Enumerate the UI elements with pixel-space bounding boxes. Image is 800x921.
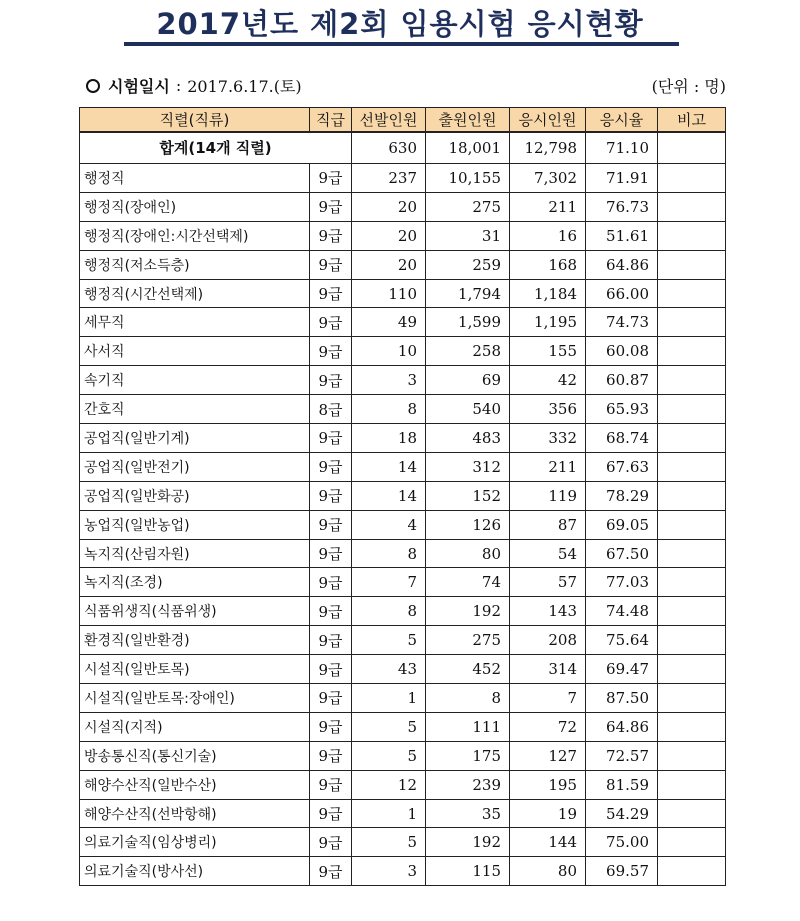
- applied-cell: 1,599: [426, 308, 510, 337]
- table-row: [80, 712, 726, 741]
- rate-cell: 71.91: [586, 164, 658, 193]
- note-cell: [658, 655, 726, 684]
- table-row: [80, 741, 726, 770]
- rate-cell: 78.29: [586, 481, 658, 510]
- position-cell: 녹지직(조경): [80, 568, 310, 597]
- attended-cell: 332: [510, 424, 586, 453]
- position-cell: 공업직(일반전기): [80, 452, 310, 481]
- position-cell: 공업직(일반기계): [80, 424, 310, 453]
- note-cell: [658, 626, 726, 655]
- rate-cell: 68.74: [586, 424, 658, 453]
- grade-cell: 9급: [310, 684, 352, 713]
- grade-cell: 9급: [310, 799, 352, 828]
- applied-cell: 483: [426, 424, 510, 453]
- rate-cell: 74.73: [586, 308, 658, 337]
- table-row: [80, 366, 726, 395]
- rate-cell: 66.00: [586, 279, 658, 308]
- note-cell: [658, 279, 726, 308]
- grade-cell: 9급: [310, 857, 352, 886]
- grade-cell: 9급: [310, 539, 352, 568]
- table-row: [80, 510, 726, 539]
- grade-cell: 9급: [310, 770, 352, 799]
- position-cell: 해양수산직(일반수산): [80, 770, 310, 799]
- selected-cell: 3: [352, 857, 426, 886]
- grade-cell: 9급: [310, 712, 352, 741]
- rate-cell: 65.93: [586, 395, 658, 424]
- attended-cell: 119: [510, 481, 586, 510]
- rate-cell: 69.05: [586, 510, 658, 539]
- position-cell: 행정직: [80, 164, 310, 193]
- applied-cell: 111: [426, 712, 510, 741]
- total-row: [80, 132, 726, 164]
- note-cell: [658, 510, 726, 539]
- application-status-table: [79, 107, 726, 886]
- position-cell: 식품위생직(식품위생): [80, 597, 310, 626]
- selected-cell: 1: [352, 684, 426, 713]
- rate-cell: 67.50: [586, 539, 658, 568]
- selected-cell: 5: [352, 741, 426, 770]
- applied-cell: 312: [426, 452, 510, 481]
- grade-cell: 9급: [310, 568, 352, 597]
- grade-cell: 9급: [310, 337, 352, 366]
- table-row: [80, 684, 726, 713]
- table-row: [80, 192, 726, 221]
- position-cell: 방송통신직(통신기술): [80, 741, 310, 770]
- grade-cell: 9급: [310, 221, 352, 250]
- rate-cell: 81.59: [586, 770, 658, 799]
- selected-cell: 14: [352, 452, 426, 481]
- selected-cell: 3: [352, 366, 426, 395]
- applied-cell: 275: [426, 192, 510, 221]
- note-cell: [658, 192, 726, 221]
- applied-cell: 540: [426, 395, 510, 424]
- rate-cell: 64.86: [586, 250, 658, 279]
- applied-cell: 259: [426, 250, 510, 279]
- applied-cell: 115: [426, 857, 510, 886]
- table-row: [80, 857, 726, 886]
- grade-cell: 9급: [310, 164, 352, 193]
- table-row: [80, 799, 726, 828]
- grade-cell: 9급: [310, 597, 352, 626]
- table-row: [80, 452, 726, 481]
- position-cell: 행정직(시간선택제): [80, 279, 310, 308]
- position-cell: 농업직(일반농업): [80, 510, 310, 539]
- total-attended: 12,798: [510, 132, 586, 164]
- applied-cell: 35: [426, 799, 510, 828]
- selected-cell: 20: [352, 250, 426, 279]
- selected-cell: 1: [352, 799, 426, 828]
- note-cell: [658, 684, 726, 713]
- grade-cell: 9급: [310, 655, 352, 684]
- header-note: 비고: [658, 108, 726, 132]
- selected-cell: 8: [352, 597, 426, 626]
- rate-cell: 60.87: [586, 366, 658, 395]
- position-cell: 세무직: [80, 308, 310, 337]
- total-label: 합계(14개 직렬): [80, 132, 352, 164]
- attended-cell: 211: [510, 192, 586, 221]
- note-cell: [658, 308, 726, 337]
- position-cell: 간호직: [80, 395, 310, 424]
- attended-cell: 87: [510, 510, 586, 539]
- attended-cell: 16: [510, 221, 586, 250]
- rate-cell: 75.64: [586, 626, 658, 655]
- applied-cell: 74: [426, 568, 510, 597]
- table-row: [80, 424, 726, 453]
- applied-cell: 126: [426, 510, 510, 539]
- applied-cell: 239: [426, 770, 510, 799]
- note-cell: [658, 250, 726, 279]
- attended-cell: 356: [510, 395, 586, 424]
- exam-info-line: [86, 74, 726, 97]
- selected-cell: 8: [352, 395, 426, 424]
- grade-cell: 9급: [310, 452, 352, 481]
- position-cell: 행정직(장애인): [80, 192, 310, 221]
- table-row: [80, 655, 726, 684]
- position-cell: 행정직(장애인:시간선택제): [80, 221, 310, 250]
- applied-cell: 275: [426, 626, 510, 655]
- grade-cell: 9급: [310, 250, 352, 279]
- applied-cell: 152: [426, 481, 510, 510]
- rate-cell: 87.50: [586, 684, 658, 713]
- rate-cell: 72.57: [586, 741, 658, 770]
- table-row: [80, 395, 726, 424]
- attended-cell: 168: [510, 250, 586, 279]
- note-cell: [658, 337, 726, 366]
- position-cell: 녹지직(산림자원): [80, 539, 310, 568]
- rate-cell: 69.47: [586, 655, 658, 684]
- position-cell: 시설직(일반토목:장애인): [80, 684, 310, 713]
- header-selected: 선발인원: [352, 108, 426, 132]
- table-row: [80, 481, 726, 510]
- applied-cell: 80: [426, 539, 510, 568]
- total-rate: 71.10: [586, 132, 658, 164]
- attended-cell: 72: [510, 712, 586, 741]
- note-cell: [658, 712, 726, 741]
- note-cell: [658, 481, 726, 510]
- grade-cell: 9급: [310, 626, 352, 655]
- selected-cell: 18: [352, 424, 426, 453]
- rate-cell: 54.29: [586, 799, 658, 828]
- position-cell: 사서직: [80, 337, 310, 366]
- total-applied: 18,001: [426, 132, 510, 164]
- rate-cell: 75.00: [586, 828, 658, 857]
- exam-date-separator: :: [175, 76, 182, 95]
- attended-cell: 143: [510, 597, 586, 626]
- selected-cell: 12: [352, 770, 426, 799]
- exam-date-value: 2017.6.17.(토): [187, 77, 302, 96]
- selected-cell: 20: [352, 221, 426, 250]
- note-cell: [658, 366, 726, 395]
- note-cell: [658, 221, 726, 250]
- table-row: [80, 308, 726, 337]
- attended-cell: 57: [510, 568, 586, 597]
- selected-cell: 4: [352, 510, 426, 539]
- note-cell: [658, 770, 726, 799]
- applied-cell: 452: [426, 655, 510, 684]
- header-attended: 응시인원: [510, 108, 586, 132]
- attended-cell: 19: [510, 799, 586, 828]
- rate-cell: 60.08: [586, 337, 658, 366]
- header-rate: 응시율: [586, 108, 658, 132]
- attended-cell: 1,195: [510, 308, 586, 337]
- grade-cell: 9급: [310, 279, 352, 308]
- table-header-row: [80, 108, 726, 132]
- note-cell: [658, 452, 726, 481]
- table-row: [80, 279, 726, 308]
- rate-cell: 74.48: [586, 597, 658, 626]
- selected-cell: 8: [352, 539, 426, 568]
- selected-cell: 10: [352, 337, 426, 366]
- selected-cell: 14: [352, 481, 426, 510]
- unit-note: (단위 : 명): [651, 77, 726, 96]
- grade-cell: 9급: [310, 510, 352, 539]
- attended-cell: 155: [510, 337, 586, 366]
- position-cell: 행정직(저소득층): [80, 250, 310, 279]
- attended-cell: 54: [510, 539, 586, 568]
- grade-cell: 9급: [310, 424, 352, 453]
- note-cell: [658, 568, 726, 597]
- applied-cell: 192: [426, 828, 510, 857]
- note-cell: [658, 395, 726, 424]
- rate-cell: 64.86: [586, 712, 658, 741]
- position-cell: 공업직(일반화공): [80, 481, 310, 510]
- header-grade: 직급: [310, 108, 352, 132]
- header-position: 직렬(직류): [80, 108, 310, 132]
- attended-cell: 195: [510, 770, 586, 799]
- position-cell: 시설직(지적): [80, 712, 310, 741]
- page-title: 2017년도 제2회 임용시험 응시현황: [156, 7, 644, 41]
- total-note: [658, 132, 726, 164]
- note-cell: [658, 857, 726, 886]
- position-cell: 의료기술직(임상병리): [80, 828, 310, 857]
- attended-cell: 144: [510, 828, 586, 857]
- rate-cell: 69.57: [586, 857, 658, 886]
- table-row: [80, 626, 726, 655]
- selected-cell: 5: [352, 828, 426, 857]
- attended-cell: 1,184: [510, 279, 586, 308]
- header-applied: 출원인원: [426, 108, 510, 132]
- attended-cell: 208: [510, 626, 586, 655]
- table-row: [80, 539, 726, 568]
- grade-cell: 9급: [310, 366, 352, 395]
- note-cell: [658, 424, 726, 453]
- title-underline: [124, 42, 679, 46]
- note-cell: [658, 597, 726, 626]
- grade-cell: 9급: [310, 828, 352, 857]
- table-row: [80, 568, 726, 597]
- grade-cell: 8급: [310, 395, 352, 424]
- note-cell: [658, 539, 726, 568]
- exam-date-label: 시험일시: [108, 77, 170, 96]
- note-cell: [658, 741, 726, 770]
- grade-cell: 9급: [310, 481, 352, 510]
- position-cell: 환경직(일반환경): [80, 626, 310, 655]
- applied-cell: 10,155: [426, 164, 510, 193]
- rate-cell: 77.03: [586, 568, 658, 597]
- rate-cell: 51.61: [586, 221, 658, 250]
- grade-cell: 9급: [310, 308, 352, 337]
- selected-cell: 110: [352, 279, 426, 308]
- circle-bullet-icon: [86, 79, 100, 93]
- applied-cell: 192: [426, 597, 510, 626]
- selected-cell: 5: [352, 626, 426, 655]
- table-row: [80, 221, 726, 250]
- selected-cell: 49: [352, 308, 426, 337]
- position-cell: 해양수산직(선박항해): [80, 799, 310, 828]
- rate-cell: 76.73: [586, 192, 658, 221]
- note-cell: [658, 799, 726, 828]
- attended-cell: 7: [510, 684, 586, 713]
- position-cell: 의료기술직(방사선): [80, 857, 310, 886]
- table-row: [80, 597, 726, 626]
- note-cell: [658, 828, 726, 857]
- attended-cell: 211: [510, 452, 586, 481]
- table-row: [80, 164, 726, 193]
- attended-cell: 127: [510, 741, 586, 770]
- applied-cell: 1,794: [426, 279, 510, 308]
- table-row: [80, 770, 726, 799]
- selected-cell: 20: [352, 192, 426, 221]
- applied-cell: 8: [426, 684, 510, 713]
- grade-cell: 9급: [310, 741, 352, 770]
- table-row: [80, 337, 726, 366]
- selected-cell: 7: [352, 568, 426, 597]
- applied-cell: 31: [426, 221, 510, 250]
- attended-cell: 80: [510, 857, 586, 886]
- rate-cell: 67.63: [586, 452, 658, 481]
- total-selected: 630: [352, 132, 426, 164]
- table-row: [80, 828, 726, 857]
- position-cell: 시설직(일반토목): [80, 655, 310, 684]
- applied-cell: 69: [426, 366, 510, 395]
- applied-cell: 175: [426, 741, 510, 770]
- grade-cell: 9급: [310, 192, 352, 221]
- attended-cell: 42: [510, 366, 586, 395]
- attended-cell: 7,302: [510, 164, 586, 193]
- note-cell: [658, 164, 726, 193]
- selected-cell: 5: [352, 712, 426, 741]
- position-cell: 속기직: [80, 366, 310, 395]
- attended-cell: 314: [510, 655, 586, 684]
- applied-cell: 258: [426, 337, 510, 366]
- selected-cell: 237: [352, 164, 426, 193]
- selected-cell: 43: [352, 655, 426, 684]
- table-row: [80, 250, 726, 279]
